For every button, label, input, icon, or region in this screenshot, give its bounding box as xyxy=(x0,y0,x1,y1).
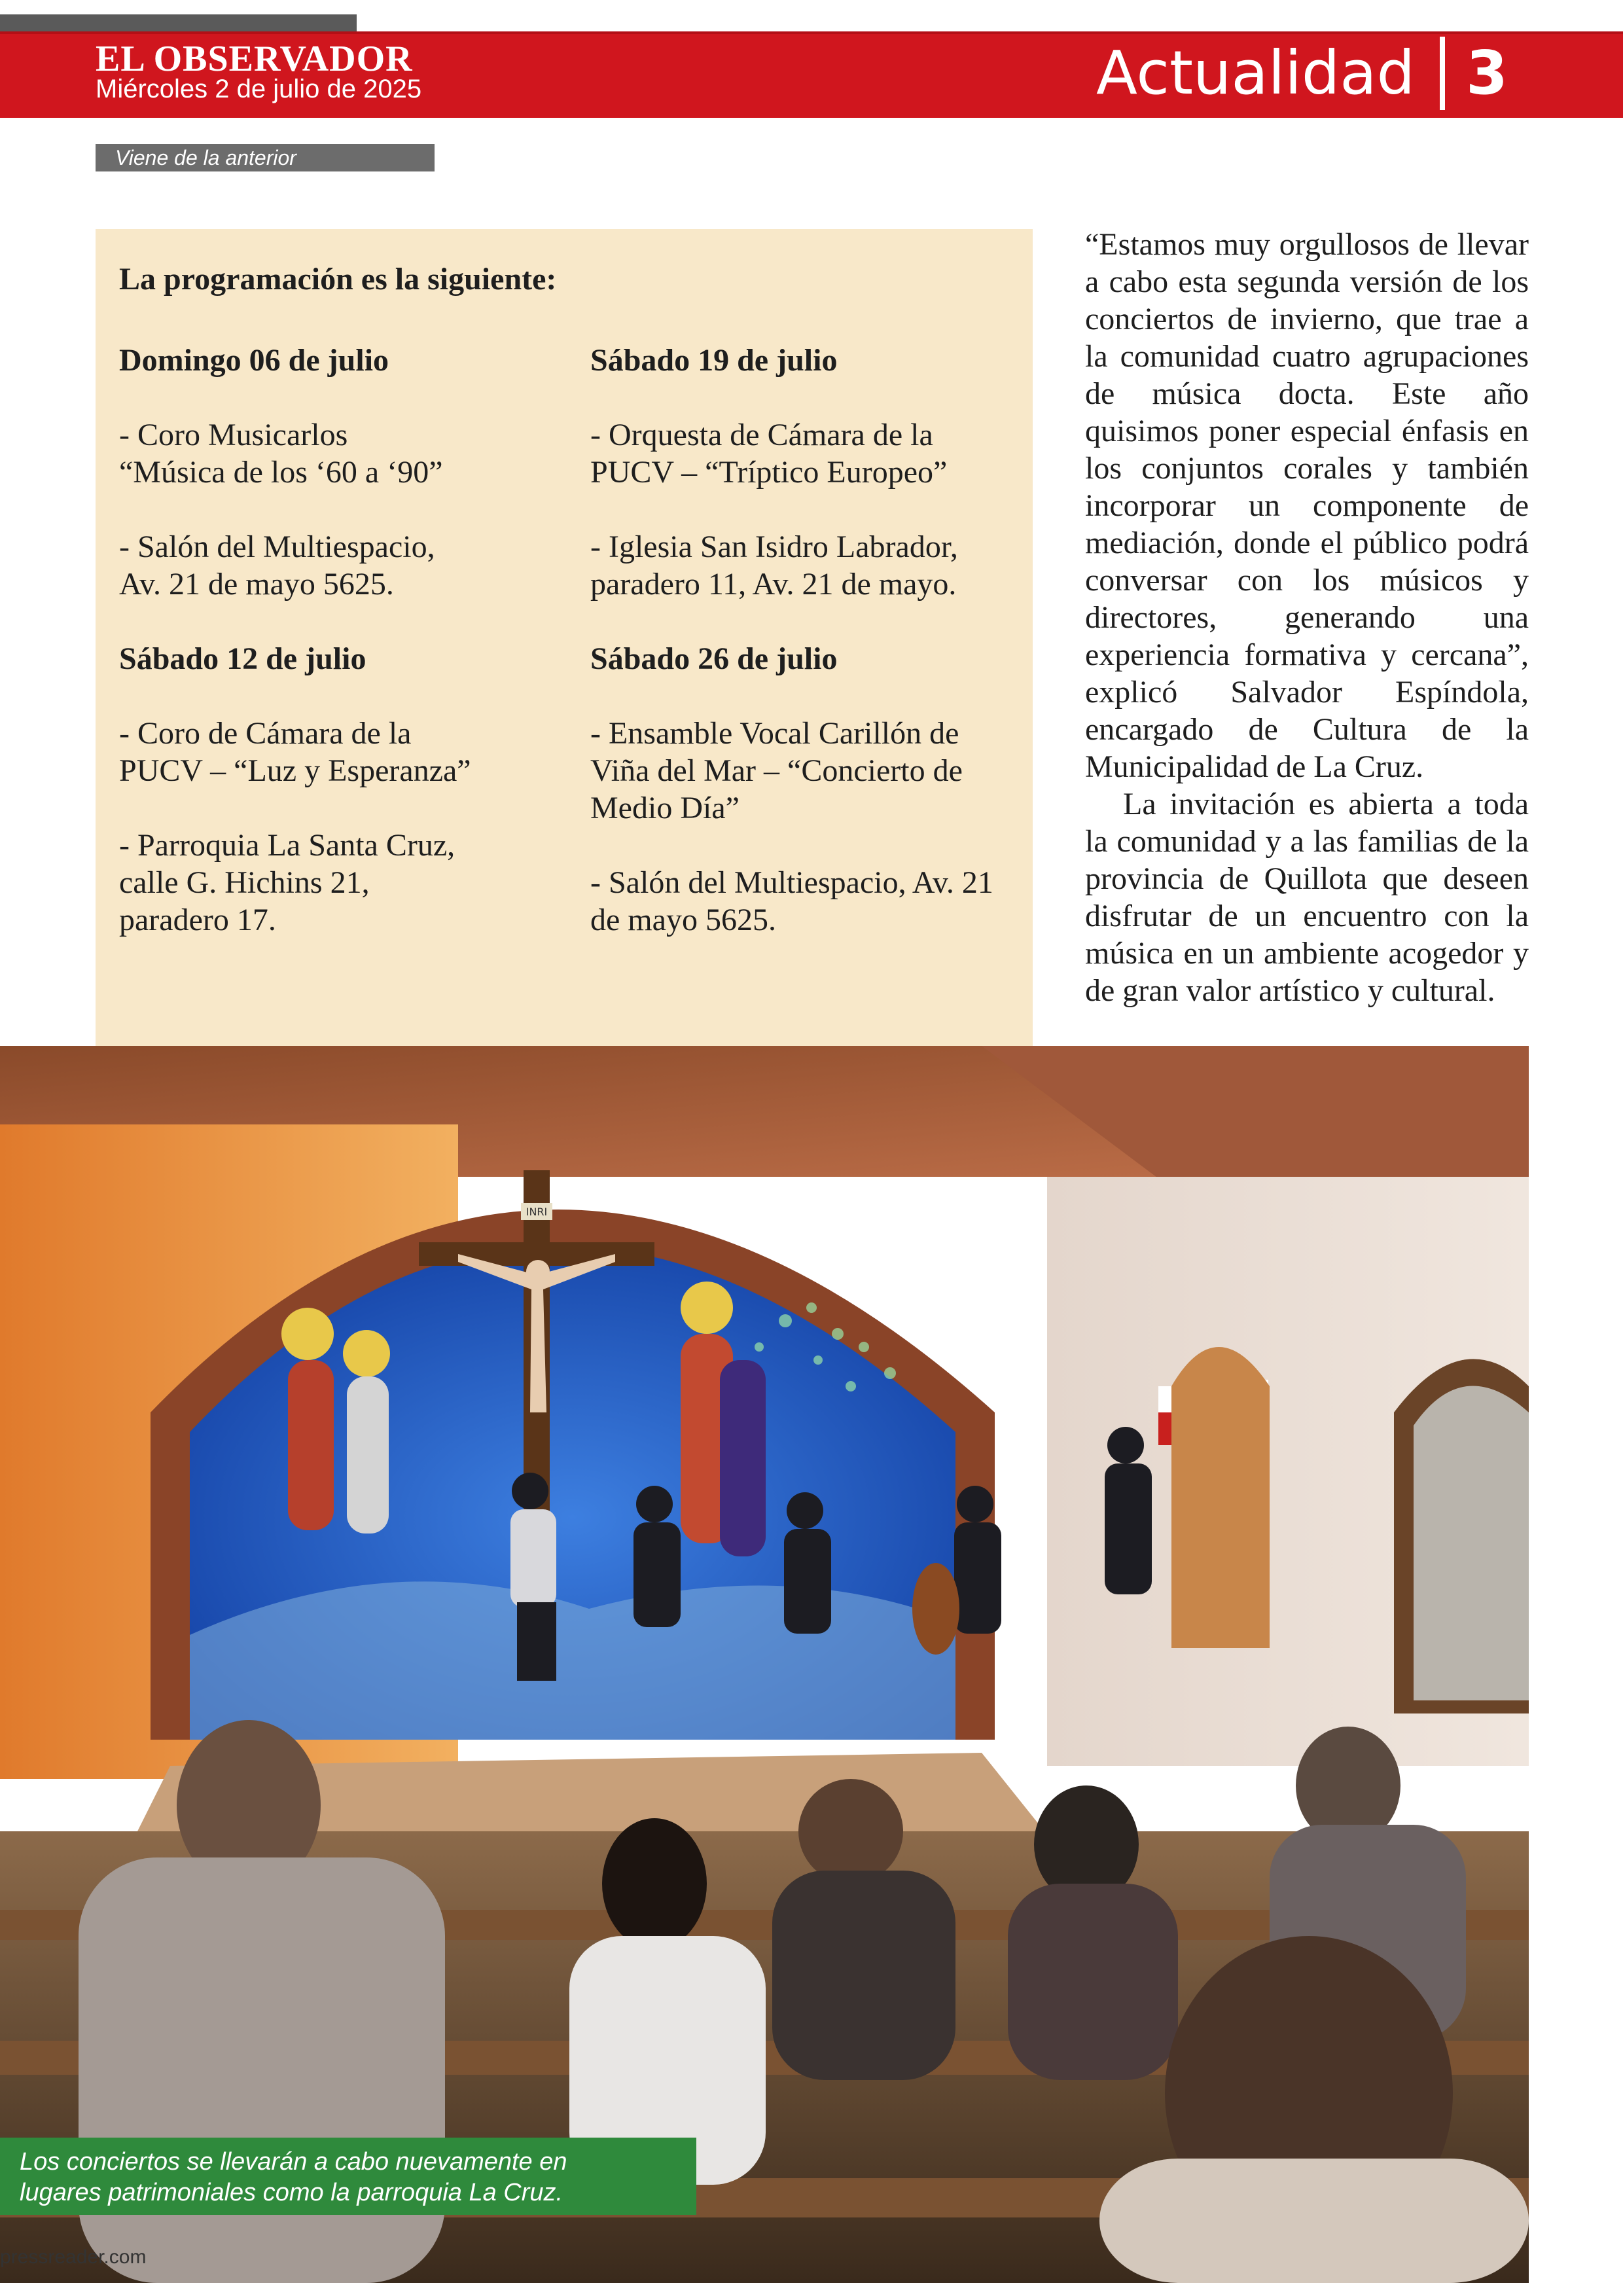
event-2-date: Sábado 12 de julio xyxy=(119,641,366,676)
event-3-act-line-2: PUCV – “Tríptico Europeo” xyxy=(590,455,948,490)
event-4-date: Sábado 26 de julio xyxy=(590,641,838,676)
program-box xyxy=(96,229,1033,1046)
article-column xyxy=(1085,226,1529,1009)
event-2-act-line-2: PUCV – “Luz y Esperanza” xyxy=(119,753,471,788)
event-4-venue-line-1: - Salón del Multiespacio, Av. 21 xyxy=(590,865,993,900)
event-1-date: Domingo 06 de julio xyxy=(119,343,389,378)
photo-caption-line-1: Los conciertos se llevarán a cabo nuevamente en xyxy=(20,2148,567,2176)
event-2-venue-line-2: calle G. Hichins 21, xyxy=(119,865,370,900)
event-3-date: Sábado 19 de julio xyxy=(590,343,838,378)
event-2-venue-line-3: paradero 17. xyxy=(119,903,276,937)
event-1-act-line-1: - Coro Musicarlos xyxy=(119,418,348,452)
issue-date: Miércoles 2 de julio de 2025 xyxy=(96,75,422,103)
source-watermark: pressreader.com xyxy=(0,2246,147,2268)
event-1-venue-line-1: - Salón del Multiespacio, xyxy=(119,529,435,564)
section-title: Actualidad xyxy=(1096,38,1415,108)
article-paragraph-1: “Estamos muy orgullosos de llevar a cabo esta segunda versión de los conciertos de invierno, que trae a la comunidad cuatro agrupaciones de música docta. Este año quisimos poner especial énfasis en los conjuntos corales y también incorporar un componente de mediación, donde el público podrá conversar con los músicos y directores, generando una experiencia formativa y cercana”, explicó Salvador Espíndola, encargado de Cultura de la Municipalidad de La Cruz. xyxy=(1085,227,1529,784)
event-1-venue-line-2: Av. 21 de mayo 5625. xyxy=(119,567,394,601)
photo-caption-line-2: lugares patrimoniales como la parroquia La Cruz. xyxy=(20,2179,563,2206)
event-2-act-line-1: - Coro de Cámara de la xyxy=(119,716,412,751)
event-4-act-line-2: Viña del Mar – “Concierto de xyxy=(590,753,963,788)
newspaper-name: EL OBSERVADOR xyxy=(96,39,413,79)
event-4-act-line-1: - Ensamble Vocal Carillón de xyxy=(590,716,959,751)
photo-caption xyxy=(0,2138,696,2215)
section-divider xyxy=(1440,37,1445,110)
event-3-act-line-1: - Orquesta de Cámara de la xyxy=(590,418,933,452)
event-1-act-line-2: “Música de los ‘60 a ‘90” xyxy=(119,455,443,490)
program-intro: La programación es la siguiente: xyxy=(119,262,557,296)
event-2-venue-line-1: - Parroquia La Santa Cruz, xyxy=(119,828,455,863)
masthead-underline xyxy=(0,115,1623,118)
concert-photo xyxy=(0,1046,1529,2283)
cross-plaque: INRI xyxy=(526,1206,548,1218)
continued-tag: Viene de la anterior xyxy=(96,144,435,171)
event-4-venue-line-2: de mayo 5625. xyxy=(590,903,776,937)
event-3-venue-line-2: paradero 11, Av. 21 de mayo. xyxy=(590,567,957,601)
event-3-venue-line-1: - Iglesia San Isidro Labrador, xyxy=(590,529,958,564)
top-gray-strip xyxy=(0,14,357,31)
article-paragraph-2: La invitación es abierta a toda la comunidad y a las familias de la provincia de Quillota que deseen disfrutar de un encuentro con la música en un ambiente acogedor y de gran valor artístico y cultural. xyxy=(1085,787,1529,1008)
page-number: 3 xyxy=(1466,38,1508,108)
event-4-act-line-3: Medio Día” xyxy=(590,791,740,825)
